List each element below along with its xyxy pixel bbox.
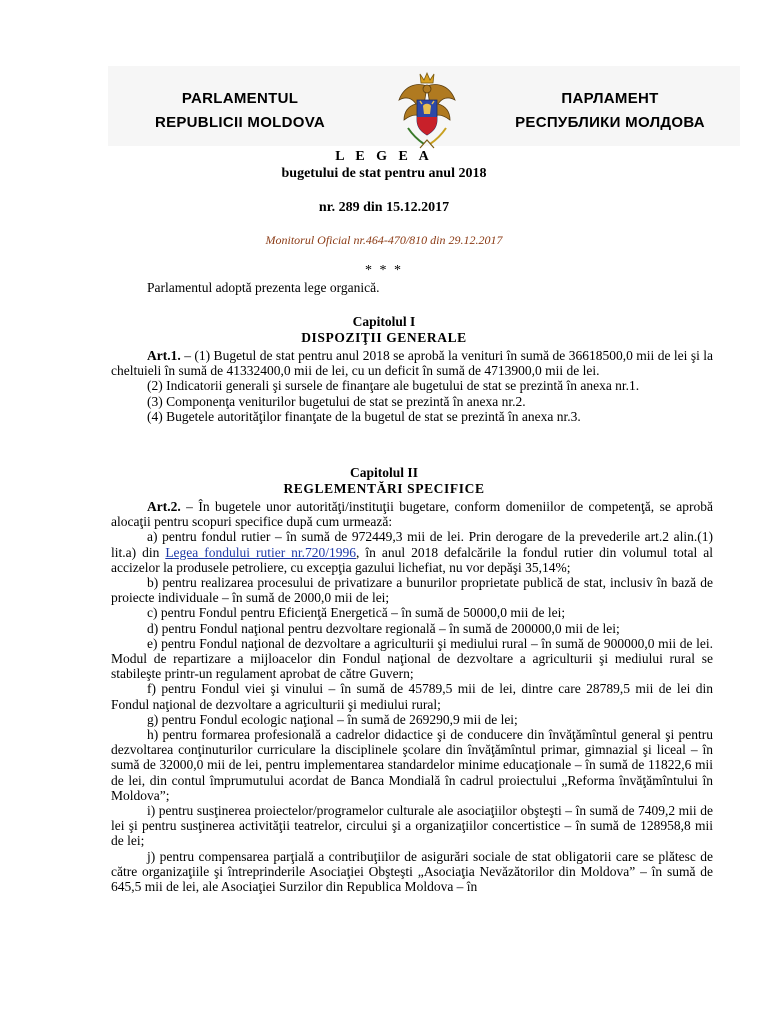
article2-item-e: e) pentru Fondul naţional de dezvoltare a agriculturii şi mediului rural – în sumă de 900000,0 mii de lei. Modul de repartizare a mijloacelor din Fondul naţional de dezvoltare a agriculturii şi mediului rural se stabileşte printr-un regulament aprobat de către Guvern;: [111, 635, 713, 682]
chapter1-heading: DISPOZIŢII GENERALE: [301, 330, 467, 345]
article1-p2: (2) Indicatorii generali şi sursele de finanţare ale bugetului de stat se prezintă în anexa nr.1.: [147, 378, 640, 394]
separator: * * *: [365, 263, 403, 278]
chapter1-body: [111, 348, 713, 424]
article1-label: Art.1.: [147, 348, 181, 363]
chapter1-title: Capitolul I: [352, 314, 416, 329]
article2-label: Art.2.: [147, 499, 181, 514]
article1-paragraph: [111, 348, 713, 378]
article1-text: – (1) Bugetul de stat pentru anul 2018 se aprobă la venituri în sumă de 36618500,0 mii de lei şi la cheltuieli în sumă de 41332400,0 mii de lei, cu un deficit în sumă de 4713900,0 mii de lei.: [111, 348, 713, 379]
chapter2-body: [111, 499, 713, 894]
law-subtitle: bugetului de stat pentru anul 2018: [281, 166, 487, 181]
article2-item-a: [111, 529, 713, 575]
article1-p3: (3) Componenţa veniturilor bugetului de stat se prezintă în anexa nr.2.: [147, 393, 526, 409]
coat-of-arms-moldova-icon: [394, 70, 460, 156]
intro-block: [111, 280, 713, 295]
intro-paragraph: Parlamentul adoptă prezenta lege organică.: [147, 280, 380, 295]
article2-text: – În bugetele unor autorităţi/instituţii bugetare, conform domeniilor de competenţă, se aprobă alocaţii pentru scopuri specifice după cum urmează:: [111, 499, 713, 530]
article2-item-j: j) pentru compensarea parţială a contribuţiilor de asigurări sociale de stat obligatorii care se plătesc de către organizaţiile şi întreprinderile Asociaţiei Obşteşti „Asociaţia Nevăzătorilor din Moldova” – în sumă de 645,5 mii de lei, ale Asociaţiei Surzilor din Republica Moldova – în: [111, 848, 713, 895]
article2-item-c: c) pentru Fondul pentru Eficienţă Energetică – în sumă de 50000,0 mii de lei;: [147, 605, 566, 621]
law-title: L E G E A: [335, 149, 433, 164]
item-a-text-after: , în anul 2018 defalcările la fondul rutier din volumul total al accizelor la produsele petroliere, cu excepţia gazului lichefiat, nu vor depăşi 35,14%;: [111, 544, 713, 575]
article2-item-g: g) pentru Fondul ecologic naţional – în sumă de 269290,9 mii de lei;: [147, 711, 518, 727]
parliament-name-russian: [500, 87, 720, 135]
header-left-line1: PARLAMENTUL: [181, 90, 299, 107]
parliament-name-romanian: [140, 87, 340, 135]
article1-p4: (4) Bugetele autorităţilor finanţate de la bugetul de stat se prezintă în anexa nr.3.: [147, 408, 581, 424]
article2-item-i: i) pentru susţinerea proiectelor/programelor culturale ale asociaţiilor obşteşti – în sumă de 7409,2 mii de lei şi pentru susţinerea activităţii teatrelor, circului şi a organizaţiilor concertistice – în sumă de 128958,8 mii de lei;: [111, 803, 713, 849]
article2-paragraph: [111, 499, 713, 529]
header-right-line1: ПАРЛАМЕНТ: [561, 90, 659, 107]
article2-item-h: h) pentru formarea profesională a cadrelor didactice şi de conducere din învăţămîntul general şi pentru dezvoltarea conţinuturilor curriculare la disciplinele şcolare din învăţămîntul primar, gimnazial şi liceal – în sumă de 32000,0 mii de lei, pentru implementarea standardelor minime educaţionale – în sumă de 11822,6 mii de lei, din contul împrumutului acordat de Banca Mondială în cadrul proiectului „Reforma învăţămîntului în Moldova”;: [111, 727, 713, 803]
article2-item-f: f) pentru Fondul viei şi vinului – în sumă de 45789,5 mii de lei, dintre care 28789,5 mii de lei din Fondul naţional de dezvoltare a agriculturii şi mediului rural;: [111, 681, 713, 712]
chapter2-heading: REGLEMENTĂRI SPECIFICE: [283, 481, 485, 496]
article2-item-d: d) pentru Fondul naţional pentru dezvoltare regională – în sumă de 200000,0 mii de lei;: [147, 620, 620, 636]
header-left-line2: REPUBLICII MOLDOVA: [154, 114, 326, 131]
item-a-text-before: a) pentru fondul rutier – în sumă de 972449,3 mii de lei. Prin derogare de la prevederile art.2 alin.(1) lit.a) din: [111, 529, 713, 560]
monitor-oficial-reference: Monitorul Oficial nr.464-470/810 din 29.12.2017: [265, 233, 503, 247]
header-right-line2: РЕСПУБЛИКИ МОЛДОВА: [515, 114, 705, 131]
article2-item-b: b) pentru realizarea procesului de privatizare a bunurilor proprietate publică de stat, inclusiv în bază de proiecte individuale – în sumă de 2000,0 mii de lei;: [111, 575, 713, 606]
chapter2-title: Capitolul II: [350, 465, 418, 480]
law-number: nr. 289 din 15.12.2017: [318, 200, 450, 215]
road-fund-law-link[interactable]: Legea fondului rutier nr.720/1996: [165, 544, 357, 560]
